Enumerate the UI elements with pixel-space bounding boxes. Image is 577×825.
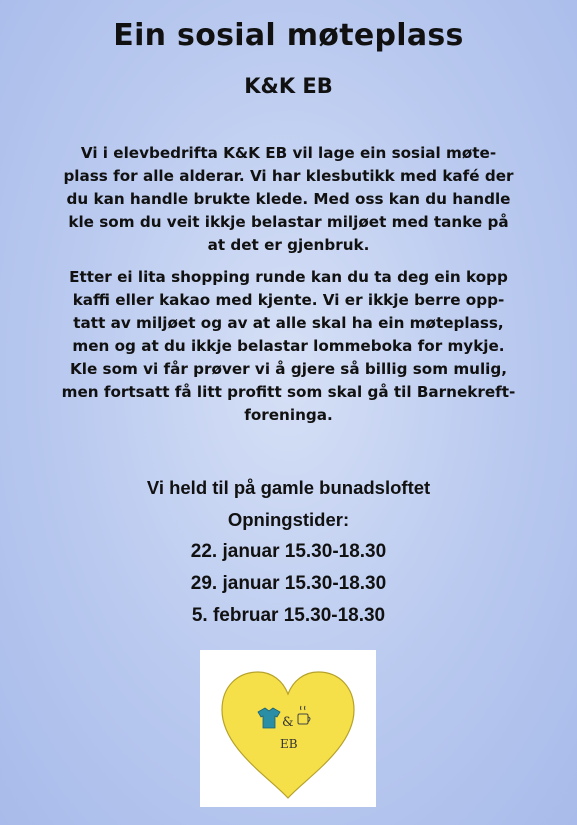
opening-date: 5. februar 15.30-18.30 xyxy=(191,605,386,626)
logo-ampersand: & xyxy=(282,715,294,730)
text-line: men fortsatt få litt profitt som skal gå til Barnekreft- xyxy=(61,383,516,401)
paragraph-details xyxy=(26,266,551,427)
location-text: Vi held til på gamle bunadsloftet xyxy=(146,477,431,498)
text-line: Etter ei lita shopping runde kan du ta deg ein kopp xyxy=(69,268,508,286)
logo xyxy=(200,650,376,807)
text-line: Vi i elevbedrifta K&K EB vil lage ein sosial møte- xyxy=(80,144,497,162)
page-title: Ein sosial møteplass xyxy=(113,18,464,53)
text-line: Kle som vi får prøver vi å gjere så billig som mulig, xyxy=(69,360,508,378)
text-line: men og at du ikkje belastar lommeboka for mykje. xyxy=(72,337,505,355)
text-line: plass for alle alderar. Vi har klesbutikk med kafé der xyxy=(63,167,514,185)
text-line: foreninga. xyxy=(244,406,333,424)
opening-hours-label: Opningstider: xyxy=(227,509,350,530)
opening-date: 22. januar 15.30-18.30 xyxy=(190,541,387,562)
text-line: du kan handle brukte klede. Med oss kan du handle xyxy=(66,190,511,208)
text-line: kaffi eller kakao med kjente. Vi er ikkje berre opp- xyxy=(72,291,505,309)
paragraph-intro xyxy=(26,142,551,257)
text-line: tatt av miljøet og av at alle skal ha ein møteplass, xyxy=(73,314,504,332)
opening-date: 29. januar 15.30-18.30 xyxy=(190,573,387,594)
page-subtitle: K&K EB xyxy=(244,74,333,98)
logo-eb-text: EB xyxy=(280,737,298,751)
heart-icon xyxy=(222,672,354,798)
text-line: at det er gjenbruk. xyxy=(207,236,370,254)
text-line: kle som du veit ikkje belastar miljøet med tanke på xyxy=(68,213,509,231)
